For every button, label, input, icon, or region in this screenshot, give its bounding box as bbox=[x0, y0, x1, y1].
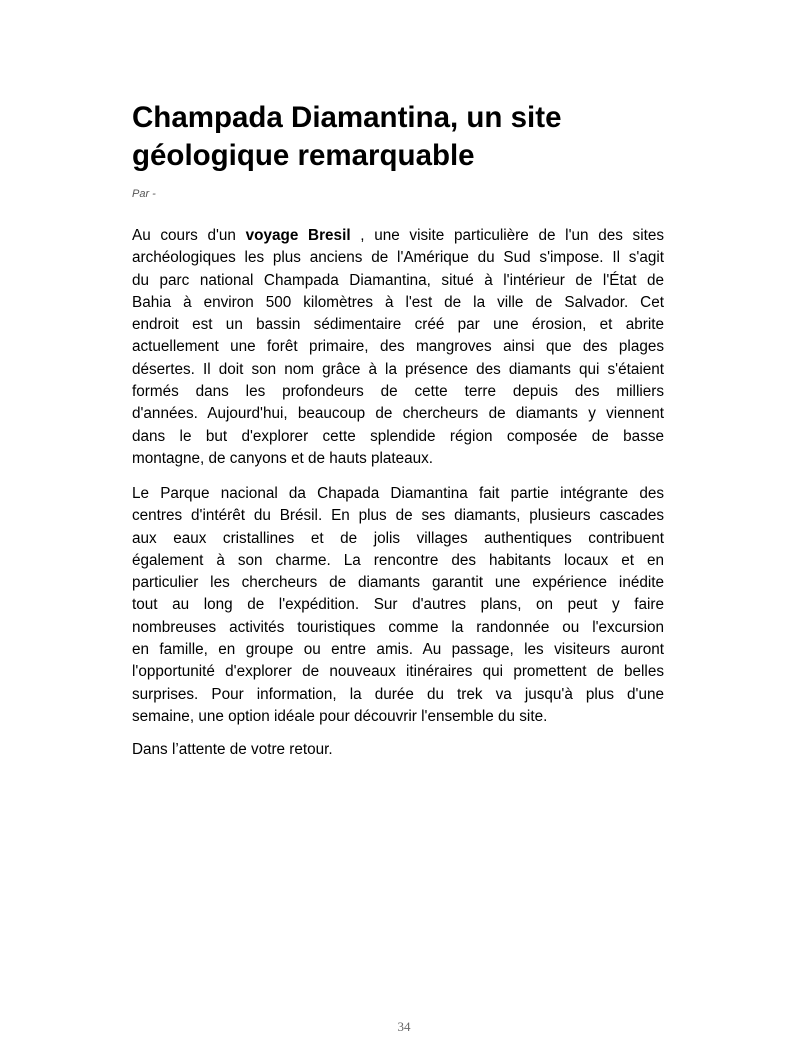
paragraph-line: particulier les chercheurs de diamants garantit une expérience inédite bbox=[132, 574, 664, 592]
paragraph-line: Bahia à environ 500 kilomètres à l'est de la ville de Salvador. Cet bbox=[132, 293, 664, 311]
paragraph-line: dans le but d'explorer cette splendide région composée de basse bbox=[132, 427, 664, 445]
paragraph-line: tout au long de l'expédition. Sur d'autres plans, on peut y faire bbox=[132, 596, 664, 614]
paragraph-line: d'années. Aujourd'hui, beaucoup de chercheurs de diamants y viennent bbox=[132, 405, 664, 423]
paragraph-line: Le Parque nacional da Chapada Diamantina fait partie intégrante des bbox=[132, 485, 664, 502]
page-number: 34 bbox=[397, 1019, 411, 1034]
paragraph-line: centres d'intérêt du Brésil. En plus de ses diamants, plusieurs cascades bbox=[132, 507, 664, 525]
paragraph-line: désertes. Il doit son nom grâce à la présence des diamants qui s'étaient bbox=[132, 360, 664, 378]
paragraph-line bbox=[132, 225, 664, 247]
paragraph-line: du parc national Champada Diamantina, situé à l'intérieur de l'État de bbox=[132, 271, 664, 289]
keyword-link-text: voyage Bresil bbox=[245, 227, 351, 244]
paragraph-line: également à son charme. La rencontre des habitants locaux et en bbox=[132, 551, 664, 569]
paragraph-1 bbox=[132, 225, 664, 470]
closing-text: Dans l’attente de votre retour. bbox=[132, 741, 333, 758]
paragraph-line: actuellement une forêt primaire, des mangroves ainsi que des plages bbox=[132, 338, 664, 356]
text: , une visite particulière de l'un des sites bbox=[350, 227, 665, 244]
paragraph-line: l'opportunité d'explorer de nouveaux itinéraires qui promettent de belles bbox=[132, 663, 664, 681]
text: Au cours d'un bbox=[132, 227, 246, 244]
paragraph-line: en famille, en groupe ou entre amis. Au passage, les visiteurs auront bbox=[132, 641, 664, 659]
paragraph-line: surprises. Pour information, la durée du trek va jusqu'à plus d'une bbox=[132, 685, 664, 703]
title-line: Champada Diamantina, un site bbox=[132, 101, 562, 134]
paragraph-line: semaine, une option idéale pour découvrir l'ensemble du site. bbox=[132, 707, 548, 725]
paragraph-2 bbox=[132, 483, 664, 728]
closing-paragraph bbox=[132, 739, 664, 761]
paragraph-line: formés dans les profondeurs de cette terre depuis des milliers bbox=[132, 383, 664, 401]
article-title bbox=[132, 99, 672, 175]
paragraph-line: nombreuses activités touristiques comme la randonnée ou l'excursion bbox=[132, 618, 664, 636]
paragraph-line: endroit est un bassin sédimentaire créé par une érosion, et abrite bbox=[132, 316, 664, 334]
byline: Par - bbox=[132, 188, 156, 200]
title-line: géologique remarquable bbox=[132, 139, 475, 172]
paragraph-line: montagne, de canyons et de hauts plateaux. bbox=[132, 449, 434, 467]
paragraph-line: aux eaux cristallines et de jolis villages authentiques contribuent bbox=[132, 529, 664, 547]
paragraph-line: archéologiques les plus anciens de l'Amérique du Sud s'impose. Il s'agit bbox=[132, 249, 664, 267]
